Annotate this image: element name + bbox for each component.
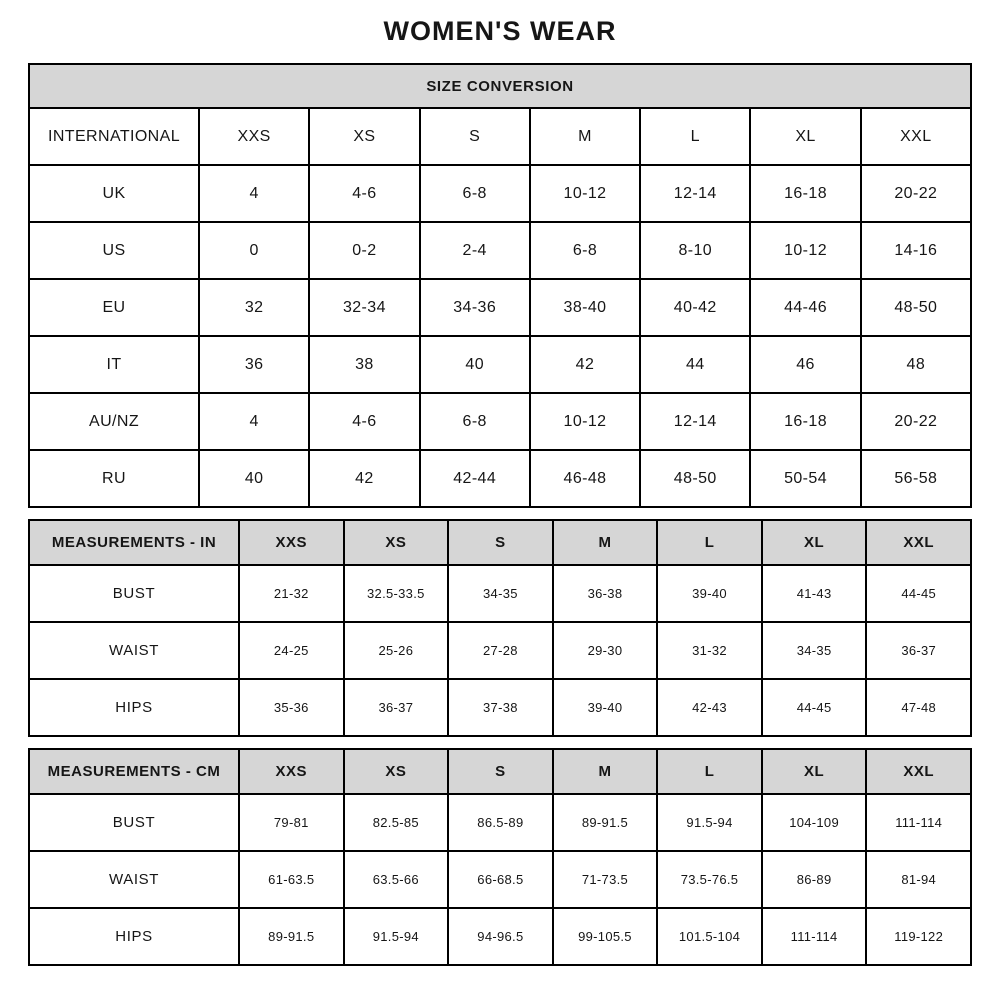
value-cell: 35-36: [239, 679, 344, 736]
header-cell: XXS: [199, 108, 309, 165]
row-label: HIPS: [29, 679, 239, 736]
value-cell: 40: [199, 450, 309, 507]
value-cell: 10-12: [530, 393, 640, 450]
header-cell: L: [640, 108, 750, 165]
value-cell: 42: [530, 336, 640, 393]
table-row: [29, 908, 971, 965]
table-row: [29, 165, 971, 222]
value-cell: 4-6: [309, 393, 419, 450]
value-cell: 4: [199, 165, 309, 222]
value-cell: 86-89: [762, 851, 867, 908]
value-cell: 39-40: [657, 565, 762, 622]
value-cell: 34-36: [420, 279, 530, 336]
value-cell: 29-30: [553, 622, 658, 679]
value-cell: 12-14: [640, 393, 750, 450]
value-cell: 94-96.5: [448, 908, 553, 965]
value-cell: 48-50: [640, 450, 750, 507]
header-cell: M: [553, 520, 658, 565]
value-cell: 2-4: [420, 222, 530, 279]
value-cell: 40: [420, 336, 530, 393]
value-cell: 6-8: [420, 393, 530, 450]
page-title: WOMEN'S WEAR: [383, 16, 617, 46]
value-cell: 41-43: [762, 565, 867, 622]
value-cell: 10-12: [750, 222, 860, 279]
table-caption-row: [29, 64, 971, 108]
value-cell: 38-40: [530, 279, 640, 336]
value-cell: 48: [861, 336, 971, 393]
row-label: BUST: [29, 565, 239, 622]
value-cell: 12-14: [640, 165, 750, 222]
header-cell: XXL: [861, 108, 971, 165]
value-cell: 89-91.5: [553, 794, 658, 851]
value-cell: 10-12: [530, 165, 640, 222]
value-cell: 37-38: [448, 679, 553, 736]
measurements-in-table: [28, 519, 972, 737]
size-conversion-caption: SIZE CONVERSION: [29, 64, 971, 108]
row-label: US: [29, 222, 199, 279]
row-label: IT: [29, 336, 199, 393]
row-label: BUST: [29, 794, 239, 851]
row-label: WAIST: [29, 622, 239, 679]
value-cell: 50-54: [750, 450, 860, 507]
value-cell: 56-58: [861, 450, 971, 507]
value-cell: 61-63.5: [239, 851, 344, 908]
value-cell: 119-122: [866, 908, 971, 965]
table-header-row: [29, 108, 971, 165]
header-cell: M: [553, 749, 658, 794]
value-cell: 47-48: [866, 679, 971, 736]
value-cell: 4: [199, 393, 309, 450]
size-conversion-table: [28, 63, 972, 508]
value-cell: 38: [309, 336, 419, 393]
value-cell: 66-68.5: [448, 851, 553, 908]
value-cell: 24-25: [239, 622, 344, 679]
table-header-row: [29, 520, 971, 565]
table-row: [29, 565, 971, 622]
value-cell: 31-32: [657, 622, 762, 679]
value-cell: 0: [199, 222, 309, 279]
header-cell: XXS: [239, 749, 344, 794]
value-cell: 44-45: [762, 679, 867, 736]
value-cell: 46: [750, 336, 860, 393]
row-label: WAIST: [29, 851, 239, 908]
header-cell: S: [448, 749, 553, 794]
value-cell: 44-46: [750, 279, 860, 336]
value-cell: 42-43: [657, 679, 762, 736]
value-cell: 73.5-76.5: [657, 851, 762, 908]
table-row: [29, 450, 971, 507]
header-cell: MEASUREMENTS - CM: [29, 749, 239, 794]
value-cell: 63.5-66: [344, 851, 449, 908]
value-cell: 36-38: [553, 565, 658, 622]
value-cell: 82.5-85: [344, 794, 449, 851]
value-cell: 27-28: [448, 622, 553, 679]
value-cell: 34-35: [762, 622, 867, 679]
table-row: [29, 279, 971, 336]
value-cell: 104-109: [762, 794, 867, 851]
value-cell: 36-37: [344, 679, 449, 736]
value-cell: 6-8: [420, 165, 530, 222]
value-cell: 46-48: [530, 450, 640, 507]
value-cell: 36: [199, 336, 309, 393]
value-cell: 0-2: [309, 222, 419, 279]
table-row: [29, 794, 971, 851]
value-cell: 20-22: [861, 393, 971, 450]
value-cell: 99-105.5: [553, 908, 658, 965]
value-cell: 42-44: [420, 450, 530, 507]
row-label: HIPS: [29, 908, 239, 965]
header-cell: S: [448, 520, 553, 565]
table-header-row: [29, 749, 971, 794]
value-cell: 48-50: [861, 279, 971, 336]
header-cell: XS: [309, 108, 419, 165]
value-cell: 21-32: [239, 565, 344, 622]
table-row: [29, 851, 971, 908]
value-cell: 86.5-89: [448, 794, 553, 851]
header-cell: XXL: [866, 749, 971, 794]
header-cell: XL: [762, 749, 867, 794]
measurements-cm-table: [28, 748, 972, 966]
header-cell: XL: [762, 520, 867, 565]
header-cell: INTERNATIONAL: [29, 108, 199, 165]
value-cell: 39-40: [553, 679, 658, 736]
value-cell: 79-81: [239, 794, 344, 851]
header-cell: L: [657, 520, 762, 565]
value-cell: 8-10: [640, 222, 750, 279]
header-cell: XS: [344, 749, 449, 794]
value-cell: 34-35: [448, 565, 553, 622]
table-row: [29, 336, 971, 393]
value-cell: 111-114: [762, 908, 867, 965]
value-cell: 14-16: [861, 222, 971, 279]
value-cell: 20-22: [861, 165, 971, 222]
value-cell: 25-26: [344, 622, 449, 679]
table-row: [29, 622, 971, 679]
row-label: UK: [29, 165, 199, 222]
value-cell: 32.5-33.5: [344, 565, 449, 622]
row-label: EU: [29, 279, 199, 336]
table-row: [29, 679, 971, 736]
table-row: [29, 393, 971, 450]
value-cell: 4-6: [309, 165, 419, 222]
row-label: RU: [29, 450, 199, 507]
value-cell: 6-8: [530, 222, 640, 279]
header-cell: XXL: [866, 520, 971, 565]
value-cell: 44-45: [866, 565, 971, 622]
header-cell: L: [657, 749, 762, 794]
value-cell: 16-18: [750, 393, 860, 450]
value-cell: 32: [199, 279, 309, 336]
value-cell: 42: [309, 450, 419, 507]
value-cell: 44: [640, 336, 750, 393]
header-cell: S: [420, 108, 530, 165]
header-cell: M: [530, 108, 640, 165]
value-cell: 16-18: [750, 165, 860, 222]
header-cell: XL: [750, 108, 860, 165]
header-cell: MEASUREMENTS - IN: [29, 520, 239, 565]
row-label: AU/NZ: [29, 393, 199, 450]
value-cell: 101.5-104: [657, 908, 762, 965]
table-row: [29, 222, 971, 279]
value-cell: 32-34: [309, 279, 419, 336]
value-cell: 91.5-94: [657, 794, 762, 851]
value-cell: 71-73.5: [553, 851, 658, 908]
value-cell: 111-114: [866, 794, 971, 851]
value-cell: 36-37: [866, 622, 971, 679]
value-cell: 81-94: [866, 851, 971, 908]
value-cell: 40-42: [640, 279, 750, 336]
value-cell: 89-91.5: [239, 908, 344, 965]
header-cell: XXS: [239, 520, 344, 565]
value-cell: 91.5-94: [344, 908, 449, 965]
header-cell: XS: [344, 520, 449, 565]
